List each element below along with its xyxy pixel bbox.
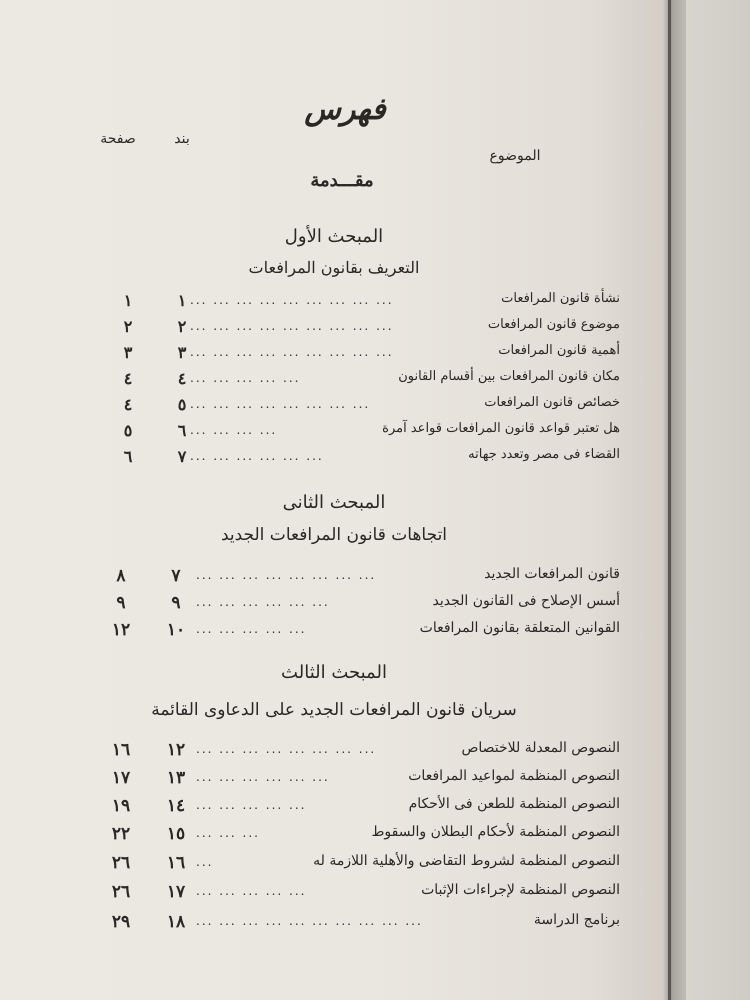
toc-item-number: ١٦	[166, 853, 186, 873]
toc-item-number: ٩	[171, 593, 181, 613]
page-column-header: صفحة	[100, 131, 136, 147]
leader-dots: ... ... ... ... ... ... ... ...	[196, 742, 377, 756]
section-2-subtitle: اتجاهات قانون المرافعات الجديد	[220, 525, 448, 545]
toc-page-number: ٢٢	[111, 824, 131, 844]
toc-item-number: ١٢	[166, 740, 186, 760]
next-page-edge	[686, 0, 750, 1000]
toc-topic: موضوع قانون المرافعات	[487, 317, 620, 332]
toc-topic: القضاء فى مصر وتعدد جهاته	[468, 447, 620, 462]
toc-row	[100, 796, 620, 822]
toc-item-number: ٦	[177, 421, 187, 440]
leader-dots: ... ... ... ... ... ...	[196, 595, 330, 609]
toc-row	[110, 395, 620, 419]
toc-item-number: ١٧	[166, 882, 186, 902]
toc-row	[110, 369, 620, 393]
leader-dots: ... ... ... ... ... ... ... ... ...	[190, 345, 394, 359]
toc-item-number: ٣	[177, 343, 187, 362]
toc-topic: هل تعتبر قواعد قانون المرافعات قواعد آمرة	[382, 421, 620, 436]
toc-page-number: ٢	[123, 317, 133, 336]
toc-topic: برنامج الدراسة	[533, 912, 620, 928]
toc-row	[100, 740, 620, 766]
toc-page-number: ٢٩	[111, 912, 131, 932]
leader-dots: ... ... ... ... ... ... ... ...	[196, 568, 377, 582]
toc-item-number: ١٣	[166, 768, 186, 788]
toc-page-number: ٢٦	[111, 882, 131, 902]
leader-dots: ... ... ... ... ...	[196, 798, 307, 812]
toc-topic: النصوص المنظمة لمواعيد المرافعات	[408, 768, 620, 784]
section-1-subtitle: التعريف بقانون المرافعات	[248, 258, 420, 277]
leader-dots: ... ... ... ... ... ... ... ...	[190, 397, 371, 411]
toc-item-number: ١٨	[166, 912, 186, 932]
toc-topic: قانون المرافعات الجديد	[484, 566, 620, 582]
toc-item-number: ١٠	[166, 620, 186, 640]
toc-page-number: ١٢	[111, 620, 131, 640]
toc-item-number: ٧	[171, 566, 181, 586]
leader-dots: ... ... ...	[196, 826, 260, 840]
toc-item-number: ١٤	[166, 796, 186, 816]
toc-row	[110, 291, 620, 315]
leader-dots: ... ... ... ... ...	[196, 884, 307, 898]
leader-dots: ... ... ... ...	[190, 423, 278, 437]
toc-item-number: ٥	[177, 395, 187, 414]
toc-item-number: ٢	[177, 317, 187, 336]
toc-row	[100, 593, 620, 619]
toc-row	[100, 768, 620, 794]
introduction-heading: مقـــدمة	[310, 170, 374, 191]
toc-row	[110, 343, 620, 367]
topic-column-header: الموضوع	[489, 148, 541, 164]
leader-dots: ...	[196, 855, 214, 869]
toc-page-number: ١٦	[111, 740, 131, 760]
toc-page-number: ١٩	[111, 796, 131, 816]
toc-topic: نشأة قانون المرافعات	[501, 291, 620, 306]
section-3-subtitle: سريان قانون المرافعات الجديد على الدعاوى القائمة	[151, 700, 517, 720]
toc-topic: خصائص قانون المرافعات	[484, 395, 620, 410]
toc-row	[110, 317, 620, 341]
toc-row	[100, 912, 620, 938]
section-2-title: المبحث الثانى	[282, 492, 386, 513]
toc-row	[110, 447, 620, 471]
toc-page-number: ٣	[123, 343, 133, 362]
section-3-title: المبحث الثالث	[281, 662, 387, 683]
toc-topic: النصوص المنظمة لشروط التقاضى والأهلية اللازمة له	[313, 853, 620, 869]
leader-dots: ... ... ... ... ... ... ... ... ... ...	[196, 914, 423, 928]
toc-page-number: ٨	[116, 566, 126, 586]
toc-topic: النصوص المنظمة للطعن فى الأحكام	[408, 796, 620, 812]
leader-dots: ... ... ... ... ... ... ... ... ...	[190, 319, 394, 333]
toc-item-number: ٤	[177, 369, 187, 388]
leader-dots: ... ... ... ... ... ... ... ... ...	[190, 293, 394, 307]
toc-page-number: ٤	[123, 395, 133, 414]
toc-page-number: ٢٦	[111, 853, 131, 873]
section-1-title: المبحث الأول	[284, 226, 384, 247]
toc-item-number: ١٥	[166, 824, 186, 844]
toc-row	[100, 824, 620, 850]
toc-row	[100, 882, 620, 908]
toc-row	[100, 853, 620, 879]
page-fold-shadow	[668, 0, 671, 1000]
leader-dots: ... ... ... ... ... ...	[190, 449, 324, 463]
page-title: فهرس	[304, 92, 386, 127]
toc-row	[100, 566, 620, 592]
toc-page-number: ١	[123, 291, 133, 310]
toc-topic: النصوص المنظمة لأحكام البطلان والسقوط	[371, 824, 620, 840]
toc-topic: النصوص المعدلة للاختصاص	[461, 740, 620, 756]
toc-row	[100, 620, 620, 646]
item-column-header: بند	[174, 131, 190, 147]
leader-dots: ... ... ... ... ... ...	[196, 770, 330, 784]
toc-item-number: ١	[177, 291, 187, 310]
leader-dots: ... ... ... ... ...	[196, 622, 307, 636]
leader-dots: ... ... ... ... ...	[190, 371, 301, 385]
toc-topic: أهمية قانون المرافعات	[498, 343, 620, 358]
toc-row	[110, 421, 620, 445]
toc-page-number: ٦	[123, 447, 133, 466]
toc-topic: النصوص المنظمة لإجراءات الإثبات	[421, 882, 620, 898]
toc-page-number: ٥	[123, 421, 133, 440]
toc-topic: أسس الإصلاح فى القانون الجديد	[432, 593, 620, 609]
toc-topic: مكان قانون المرافعات بين أقسام القانون	[398, 369, 620, 384]
toc-page-number: ١٧	[111, 768, 131, 788]
toc-page-number: ٤	[123, 369, 133, 388]
toc-topic: القوانين المتعلقة بقانون المرافعات	[419, 620, 620, 636]
toc-item-number: ٧	[177, 447, 187, 466]
toc-page-number: ٩	[116, 593, 126, 613]
